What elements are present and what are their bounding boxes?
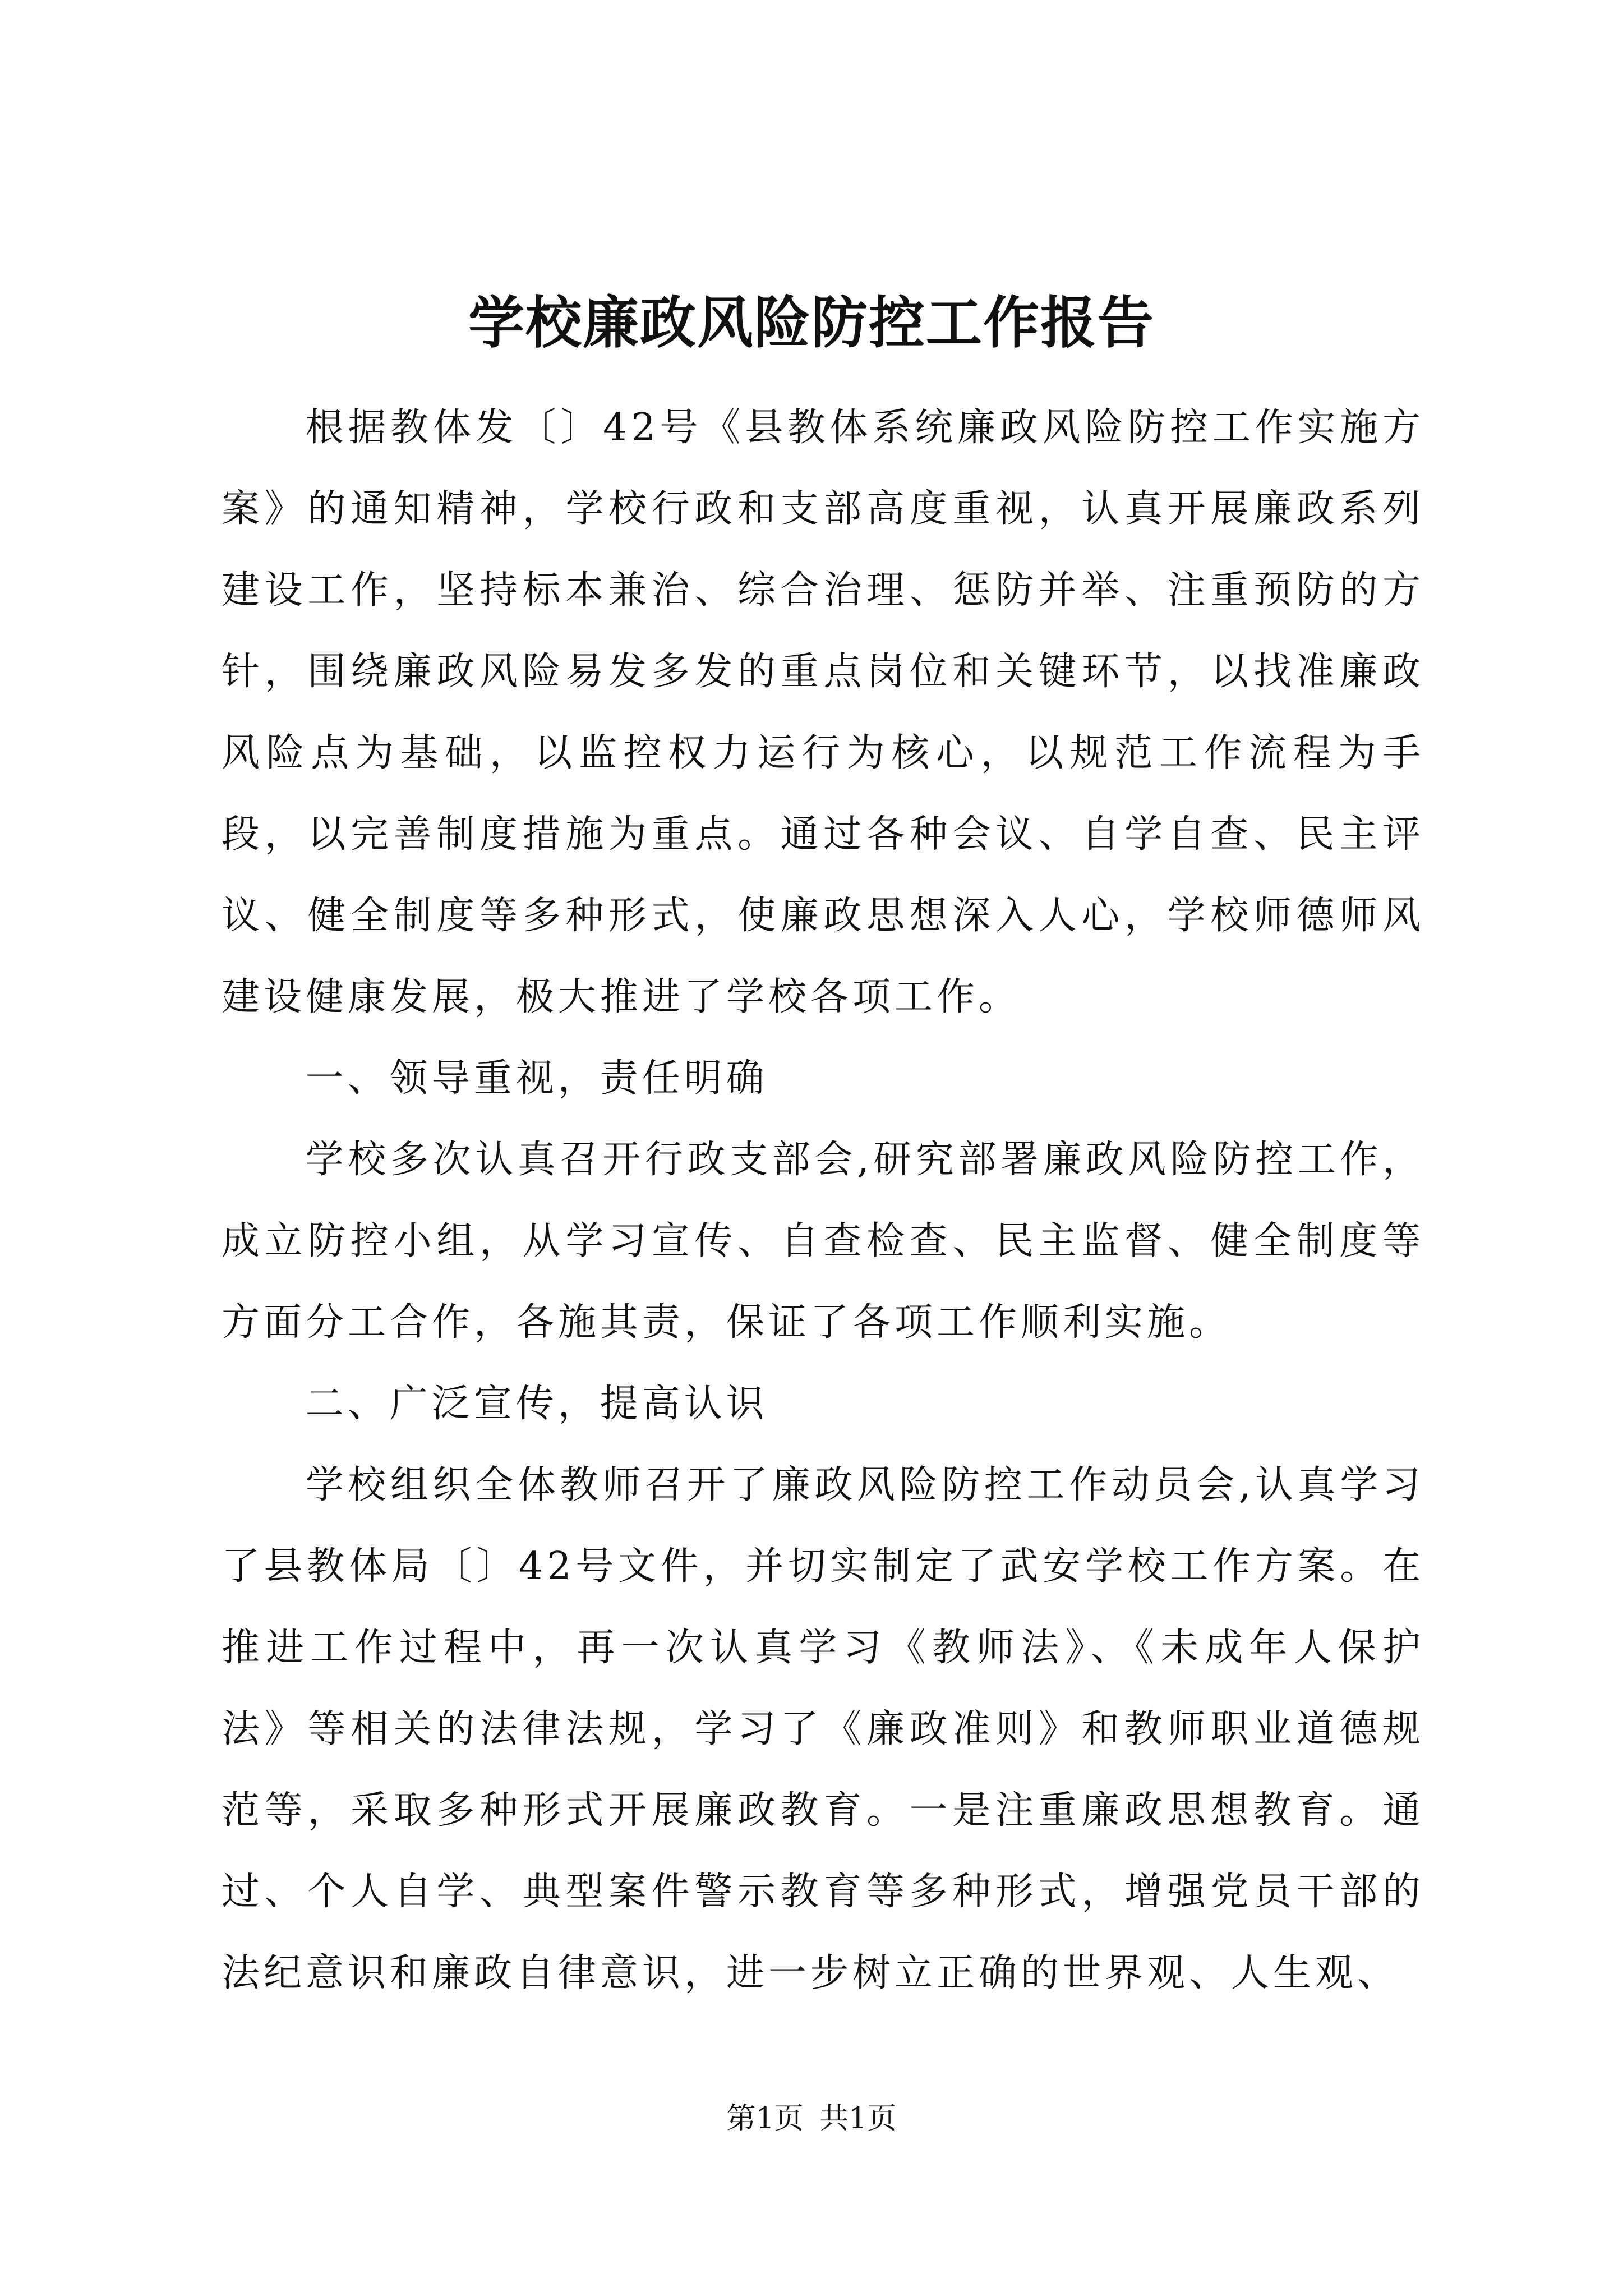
document-body [222,387,1424,2014]
intro-paragraph: 根据教体发〔〕42号《县教体系统廉政风险防控工作实施方案》的通知精神，学校行政和支部高度重视，认真开展廉政系列建设工作，坚持标本兼治、综合治理、惩防并举、注重预防的方针，围绕廉政风险易发多发的重点岗位和关键环节，以找准廉政风险点为基础，以监控权力运行为核心，以规范工作流程为手段，以完善制度措施为重点。通过各种会议、自学自查、民主评议、健全制度等多种形式，使廉政思想深入人心，学校师德师风建设健康发展，极大推进了学校各项工作。 [222,406,1424,1019]
section-heading-1: 一、领导重视，责任明确 [305,1056,768,1101]
page-footer [0,2101,1623,2137]
section-paragraph-2: 学校组织全体教师召开了廉政风险防控工作动员会,认真学习了县教体局〔〕42号文件，并切实制定了武安学校工作方案。在推进工作过程中，再一次认真学习《教师法》、《未成年人保护法》等相关的法律法规，学习了《廉政准则》和教师职业道德规范等，采取多种形式开展廉政教育。一是注重廉政思想教育。通过、个人自学、典型案件警示教育等多种形式，增强党员干部的法纪意识和廉政自律意识，进一步树立正确的世界观、人生观、 [222,1463,1424,1995]
section-paragraph-1: 学校多次认真召开行政支部会,研究部署廉政风险防控工作，成立防控小组，从学习宣传、自查检查、民主监督、健全制度等方面分工合作，各施其责，保证了各项工作顺利实施。 [222,1138,1424,1345]
page-total: 共1页 [819,2102,897,2136]
document-title: 学校廉政风险防控工作报告 [468,289,1155,356]
section-heading-2: 二、广泛宣传，提高认识 [305,1382,768,1426]
page-number: 第1页 [726,2102,804,2136]
